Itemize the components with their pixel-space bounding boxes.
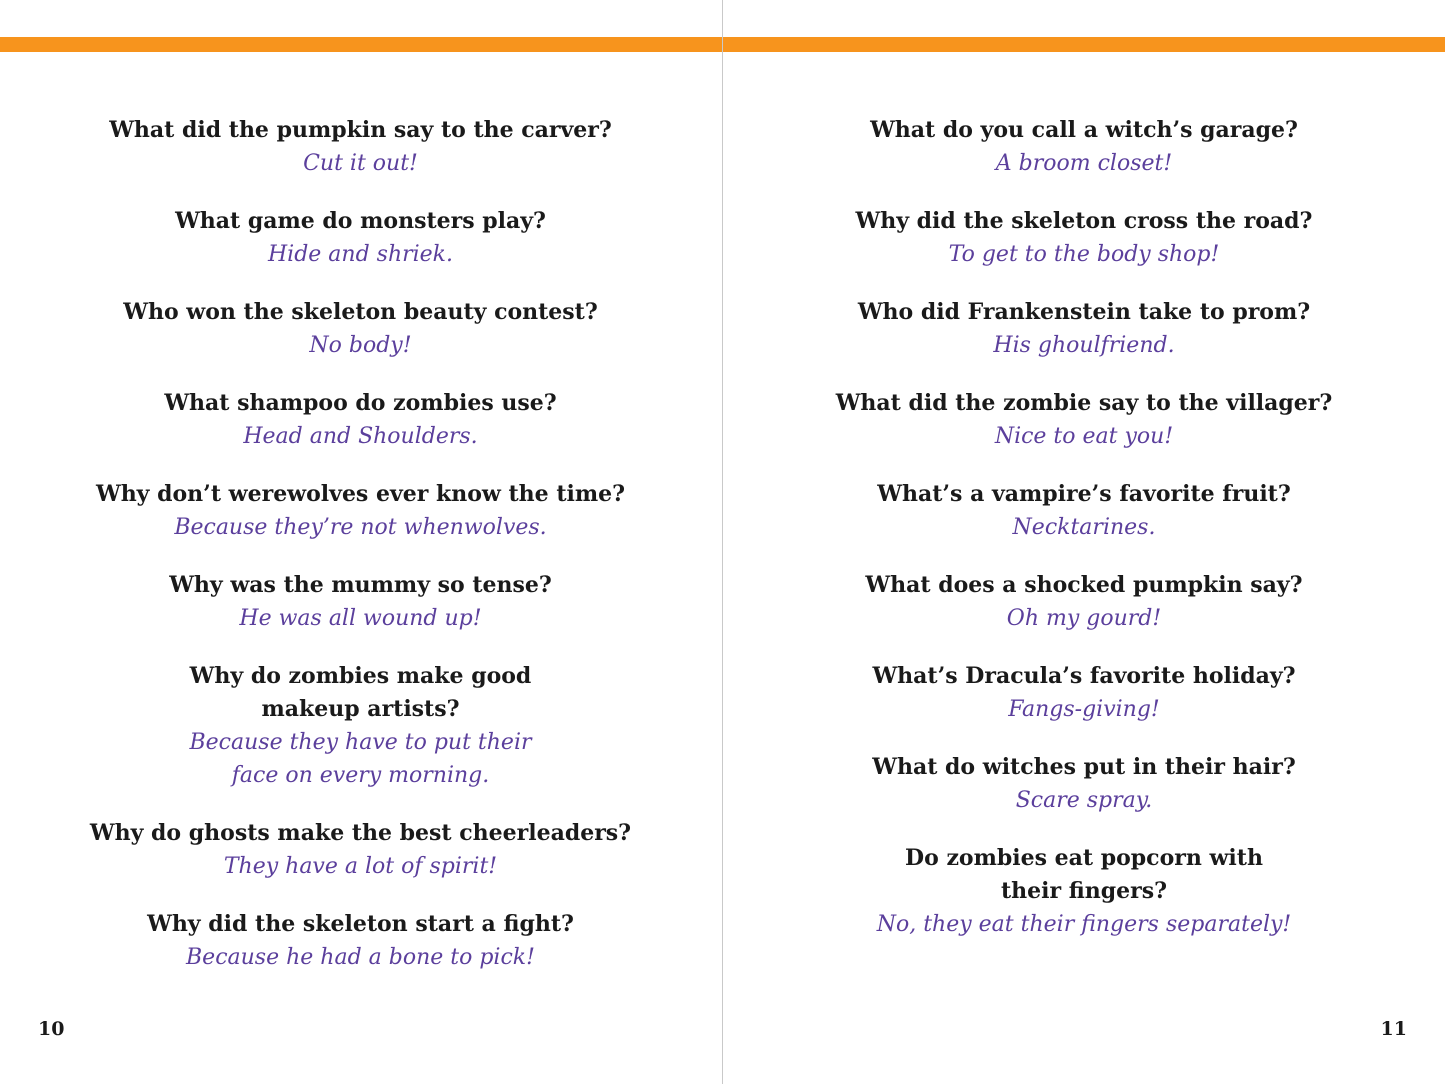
joke-answer: A broom closet! bbox=[995, 151, 1173, 176]
joke-item bbox=[0, 296, 722, 362]
joke-question: Who did Frankenstein take to prom? bbox=[857, 299, 1311, 325]
joke-question: Why did the skeleton start a fight? bbox=[147, 911, 574, 937]
header-accent-bar bbox=[0, 37, 722, 52]
joke-item bbox=[0, 387, 722, 453]
joke-answer: Nice to eat you! bbox=[994, 424, 1174, 449]
joke-item bbox=[723, 660, 1445, 726]
joke-question: What did the pumpkin say to the carver? bbox=[109, 117, 612, 143]
joke-question: Do zombies eat popcorn with their fingers? bbox=[905, 845, 1263, 904]
joke-item bbox=[0, 114, 722, 180]
joke-question: What did the zombie say to the villager? bbox=[835, 390, 1333, 416]
joke-answer: His ghoulfriend. bbox=[993, 333, 1175, 358]
joke-item bbox=[723, 751, 1445, 817]
joke-question: What do witches put in their hair? bbox=[872, 754, 1296, 780]
joke-question: Why do zombies make good makeup artists? bbox=[189, 663, 532, 722]
joke-answer: They have a lot of spirit! bbox=[223, 854, 498, 879]
joke-answer: He was all wound up! bbox=[239, 606, 482, 631]
joke-answer: Head and Shoulders. bbox=[243, 424, 478, 449]
joke-list bbox=[723, 114, 1445, 966]
joke-question: What game do monsters play? bbox=[175, 208, 546, 234]
joke-item bbox=[723, 387, 1445, 453]
joke-item bbox=[723, 296, 1445, 362]
page-number: 10 bbox=[38, 1018, 65, 1040]
joke-answer: Because they have to put their face on every morning. bbox=[189, 730, 532, 788]
header-accent-bar bbox=[723, 37, 1445, 52]
joke-answer: Because they’re not whenwolves. bbox=[174, 515, 547, 540]
joke-question: Why was the mummy so tense? bbox=[169, 572, 552, 598]
joke-answer: Necktarines. bbox=[1012, 515, 1156, 540]
joke-answer: Because he had a bone to pick! bbox=[186, 945, 535, 970]
joke-item bbox=[723, 569, 1445, 635]
joke-item bbox=[0, 569, 722, 635]
joke-question: Why don’t werewolves ever know the time? bbox=[95, 481, 626, 507]
joke-answer: No body! bbox=[309, 333, 412, 358]
joke-question: What’s a vampire’s favorite fruit? bbox=[877, 481, 1291, 507]
joke-answer: Scare spray. bbox=[1015, 788, 1153, 813]
page-number: 11 bbox=[1380, 1018, 1407, 1040]
joke-item bbox=[0, 205, 722, 271]
joke-item bbox=[0, 478, 722, 544]
joke-answer: Hide and shriek. bbox=[267, 242, 454, 267]
joke-question: What’s Dracula’s favorite holiday? bbox=[872, 663, 1296, 689]
joke-answer: Cut it out! bbox=[303, 151, 418, 176]
joke-question: What does a shocked pumpkin say? bbox=[865, 572, 1303, 598]
joke-item bbox=[723, 478, 1445, 544]
joke-question: Why do ghosts make the best cheerleaders? bbox=[89, 820, 632, 846]
joke-item bbox=[723, 114, 1445, 180]
joke-answer: To get to the body shop! bbox=[948, 242, 1220, 267]
left-page bbox=[0, 0, 722, 1084]
joke-question: Who won the skeleton beauty contest? bbox=[123, 299, 598, 325]
joke-item bbox=[0, 908, 722, 974]
joke-item bbox=[723, 842, 1445, 941]
joke-question: What do you call a witch’s garage? bbox=[870, 117, 1298, 143]
right-page bbox=[723, 0, 1445, 1084]
joke-answer: Oh my gourd! bbox=[1006, 606, 1162, 631]
joke-list bbox=[0, 114, 722, 999]
joke-question: Why did the skeleton cross the road? bbox=[855, 208, 1313, 234]
joke-item bbox=[723, 205, 1445, 271]
joke-answer: Fangs-giving! bbox=[1008, 697, 1160, 722]
joke-answer: No, they eat their fingers separately! bbox=[876, 912, 1292, 937]
joke-item bbox=[0, 660, 722, 792]
joke-item bbox=[0, 817, 722, 883]
joke-question: What shampoo do zombies use? bbox=[164, 390, 557, 416]
